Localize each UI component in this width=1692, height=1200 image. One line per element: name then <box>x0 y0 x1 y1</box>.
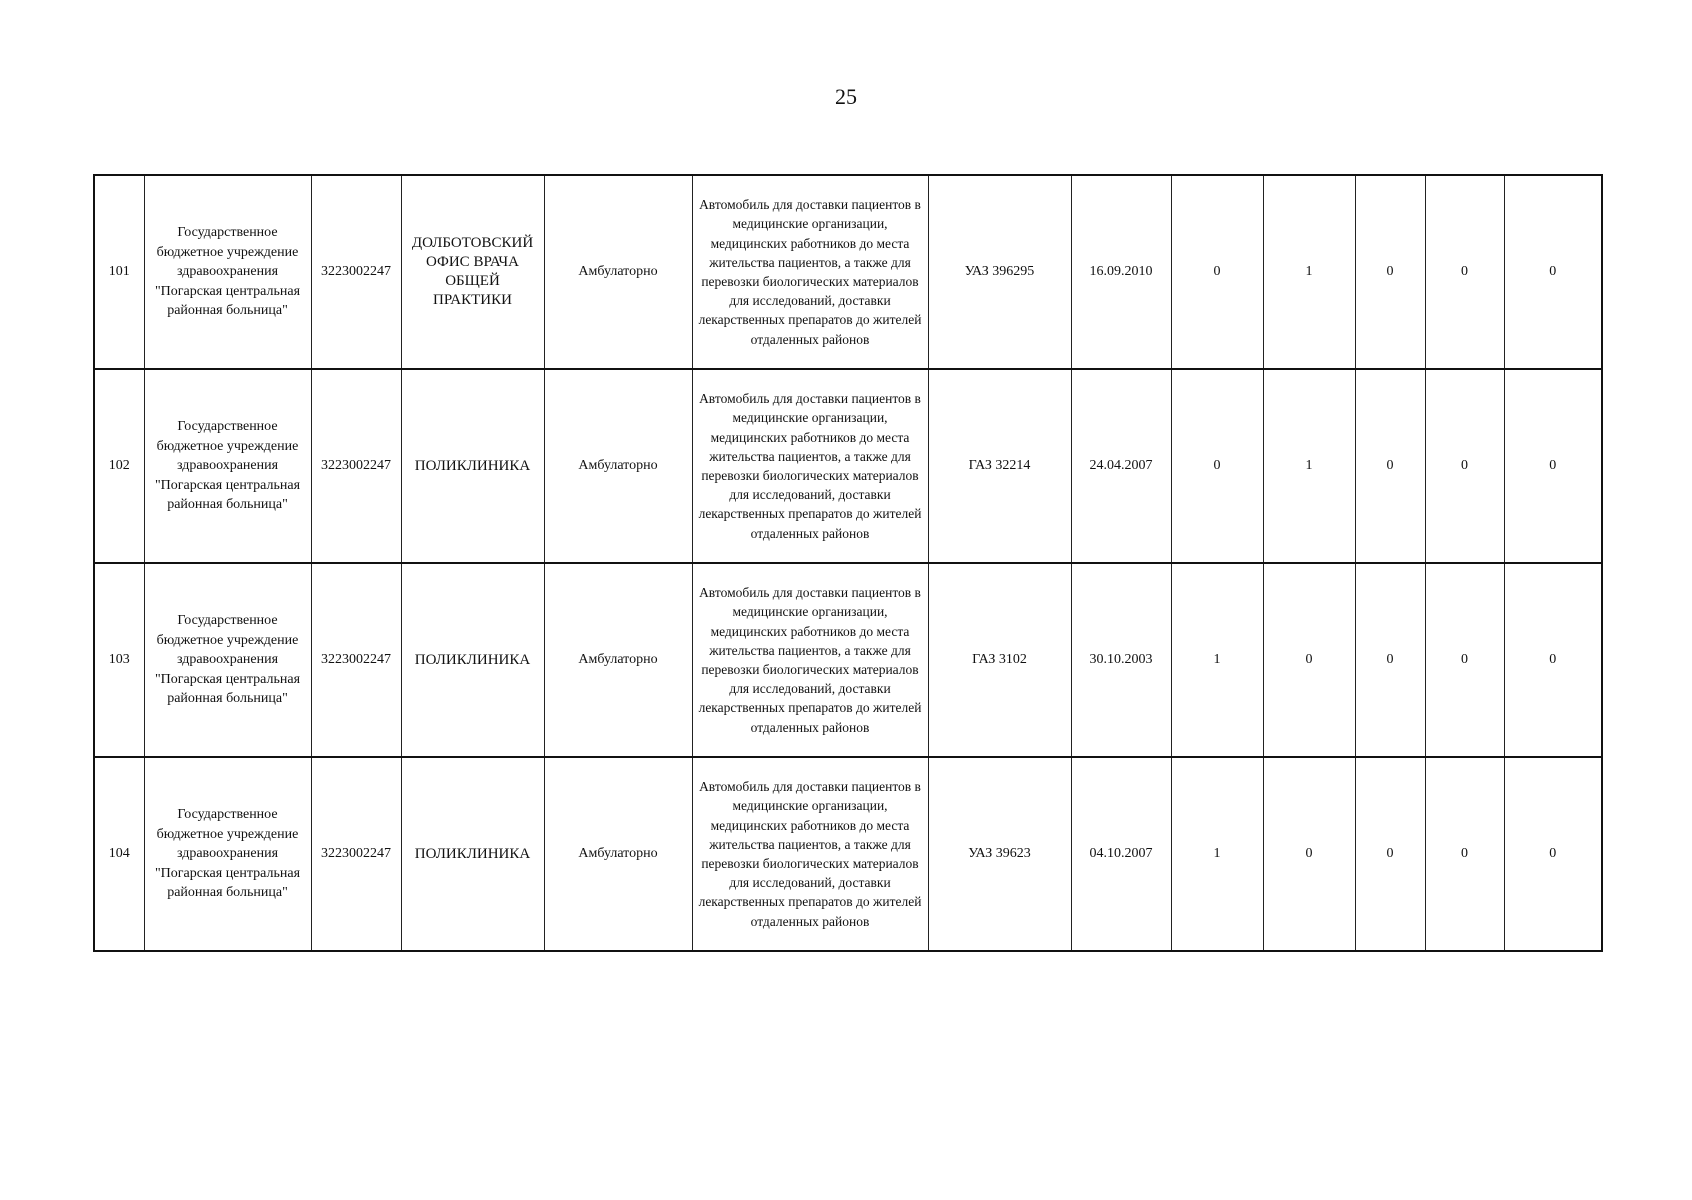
vehicle-purpose: Автомобиль для доставки пациентов в медицинские организации, медицинских работников до места жительства пациентов, а также для перевозки биологических материалов для исследований, доставки лекарственных препаратов до жителей отдаленных районов <box>692 369 928 563</box>
inn: 3223002247 <box>311 369 401 563</box>
count-cell: 0 <box>1425 369 1504 563</box>
count-cell: 0 <box>1171 175 1263 369</box>
count-cell: 0 <box>1425 757 1504 951</box>
count-cell: 0 <box>1263 757 1355 951</box>
office-name: ПОЛИКЛИНИКА <box>401 369 544 563</box>
inn: 3223002247 <box>311 563 401 757</box>
care-type: Амбулаторно <box>544 757 692 951</box>
organization-name: Государственное бюджетное учреждение здравоохранения "Погарская центральная районная больница" <box>144 369 311 563</box>
office-name: ПОЛИКЛИНИКА <box>401 757 544 951</box>
count-cell: 0 <box>1504 369 1602 563</box>
care-type: Амбулаторно <box>544 369 692 563</box>
table-row <box>94 563 1602 757</box>
table-row <box>94 757 1602 951</box>
office-name: ДОЛБОТОВСКИЙ ОФИС ВРАЧА ОБЩЕЙ ПРАКТИКИ <box>401 175 544 369</box>
count-cell: 1 <box>1263 369 1355 563</box>
vehicle-model: ГАЗ 32214 <box>928 369 1071 563</box>
inn: 3223002247 <box>311 757 401 951</box>
count-cell: 0 <box>1355 563 1425 757</box>
count-cell: 0 <box>1263 563 1355 757</box>
care-type: Амбулаторно <box>544 563 692 757</box>
vehicle-model: УАЗ 396295 <box>928 175 1071 369</box>
vehicle-purpose: Автомобиль для доставки пациентов в медицинские организации, медицинских работников до места жительства пациентов, а также для перевозки биологических материалов для исследований, доставки лекарственных препаратов до жителей отдаленных районов <box>692 175 928 369</box>
count-cell: 0 <box>1171 369 1263 563</box>
row-number: 101 <box>94 175 144 369</box>
registration-date: 16.09.2010 <box>1071 175 1171 369</box>
row-number: 102 <box>94 369 144 563</box>
count-cell: 0 <box>1504 757 1602 951</box>
table-row <box>94 175 1602 369</box>
registration-date: 30.10.2003 <box>1071 563 1171 757</box>
count-cell: 0 <box>1425 563 1504 757</box>
count-cell: 0 <box>1355 757 1425 951</box>
care-type: Амбулаторно <box>544 175 692 369</box>
page-number: 25 <box>835 84 857 109</box>
count-cell: 0 <box>1425 175 1504 369</box>
count-cell: 0 <box>1355 369 1425 563</box>
count-cell: 0 <box>1355 175 1425 369</box>
vehicle-model: УАЗ 39623 <box>928 757 1071 951</box>
count-cell: 0 <box>1504 563 1602 757</box>
registration-date: 24.04.2007 <box>1071 369 1171 563</box>
office-name: ПОЛИКЛИНИКА <box>401 563 544 757</box>
count-cell: 0 <box>1504 175 1602 369</box>
table-row <box>94 369 1602 563</box>
vehicle-table <box>93 174 1603 952</box>
count-cell: 1 <box>1171 563 1263 757</box>
vehicle-model: ГАЗ 3102 <box>928 563 1071 757</box>
organization-name: Государственное бюджетное учреждение здравоохранения "Погарская центральная районная больница" <box>144 175 311 369</box>
organization-name: Государственное бюджетное учреждение здравоохранения "Погарская центральная районная больница" <box>144 757 311 951</box>
row-number: 104 <box>94 757 144 951</box>
vehicle-purpose: Автомобиль для доставки пациентов в медицинские организации, медицинских работников до места жительства пациентов, а также для перевозки биологических материалов для исследований, доставки лекарственных препаратов до жителей отдаленных районов <box>692 563 928 757</box>
inn: 3223002247 <box>311 175 401 369</box>
count-cell: 1 <box>1171 757 1263 951</box>
organization-name: Государственное бюджетное учреждение здравоохранения "Погарская центральная районная больница" <box>144 563 311 757</box>
count-cell: 1 <box>1263 175 1355 369</box>
vehicle-purpose: Автомобиль для доставки пациентов в медицинские организации, медицинских работников до места жительства пациентов, а также для перевозки биологических материалов для исследований, доставки лекарственных препаратов до жителей отдаленных районов <box>692 757 928 951</box>
registration-date: 04.10.2007 <box>1071 757 1171 951</box>
row-number: 103 <box>94 563 144 757</box>
